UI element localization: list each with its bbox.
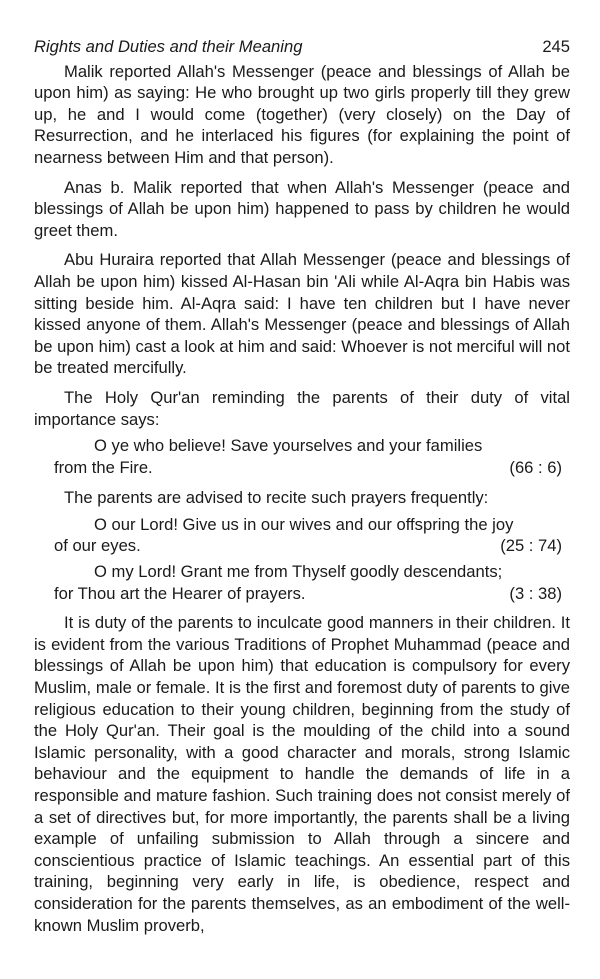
page-number: 245 [542,37,570,56]
running-title: Rights and Duties and their Meaning [34,37,303,56]
quote-line: for Thou art the Hearer of prayers. [54,583,306,603]
paragraph-prayers-advice: The parents are advised to recite such prayers frequently: [64,488,489,508]
verse-reference: (25 : 74) [500,536,562,556]
verse-reference: (3 : 38) [509,583,562,603]
quote-line: of our eyes. [54,536,141,556]
running-header [34,36,570,58]
paragraph-parental-duty: It is duty of the parents to inculcate good manners in their children. It is evident from the various Traditions of Prophet Muhammad (peace and blessings of Allah be upon him) that education is compulsory for every Muslim, male or female. It is the first and foremost duty of parents to give religious education to their young children, beginning from the study of the Holy Qur'an. Their goal is the moulding of the child into a sound Islamic personality, with a good character and morals, strong Islamic behaviour and the equipment to handle the demands of life in a responsible and mature fashion. Such training does not consist merely of a set of directives but, for more importantly, the parents shall be a living example of unfailing submission to Allah through a sincere and conscientious practice of Islamic teachings. An essential part of this training, beginning very early in life, is obedience, respect and consideration for the parents themselves, as an embodiment of the well-known Muslim proverb, [34,613,570,935]
quote-line: O our Lord! Give us in our wives and our offspring the joy [94,514,514,534]
quran-quote-3-38 [54,561,570,604]
quote-line: from the Fire. [54,457,153,477]
quote-last-line [54,583,570,605]
quran-quote-66-6 [54,435,570,478]
paragraph-quran-reminder: The Holy Qur'an reminding the parents of their duty of vital importance says: [34,387,570,429]
quote-last-line [54,535,570,557]
paragraph-abu-huraira-hadith: Abu Huraira reported that Allah Messenger (peace and blessings of Allah be upon him) kissed Al-Hasan bin 'Ali while Al-Aqra bin Habis was sitting beside him. Al-Aqra said: I have ten children but I have never kissed anyone of them. Allah's Messenger (peace and blessings of Allah be upon him) cast a look at him and said: Whoever is not merciful will not be treated mercifully. [34,250,570,378]
quran-quote-25-74 [54,514,570,557]
paragraph-malik-hadith: Malik reported Allah's Messenger (peace and blessings of Allah be upon him) as saying: He who brought up two girls properly till they grew up, he and I would come (together) (very closely) on the Day of Resurrection, and he interlaced his figures (for explaining the point of nearness between Him and that person). [34,61,570,167]
verse-reference: (66 : 6) [509,457,562,477]
quote-line: O ye who believe! Save yourselves and your families [94,436,483,456]
paragraph-anas-hadith: Anas b. Malik reported that when Allah's Messenger (peace and blessings of Allah be upon him) happened to pass by children he would greet them. [34,177,570,240]
quote-last-line [54,457,570,479]
quote-line: O my Lord! Grant me from Thyself goodly descendants; [94,562,503,582]
